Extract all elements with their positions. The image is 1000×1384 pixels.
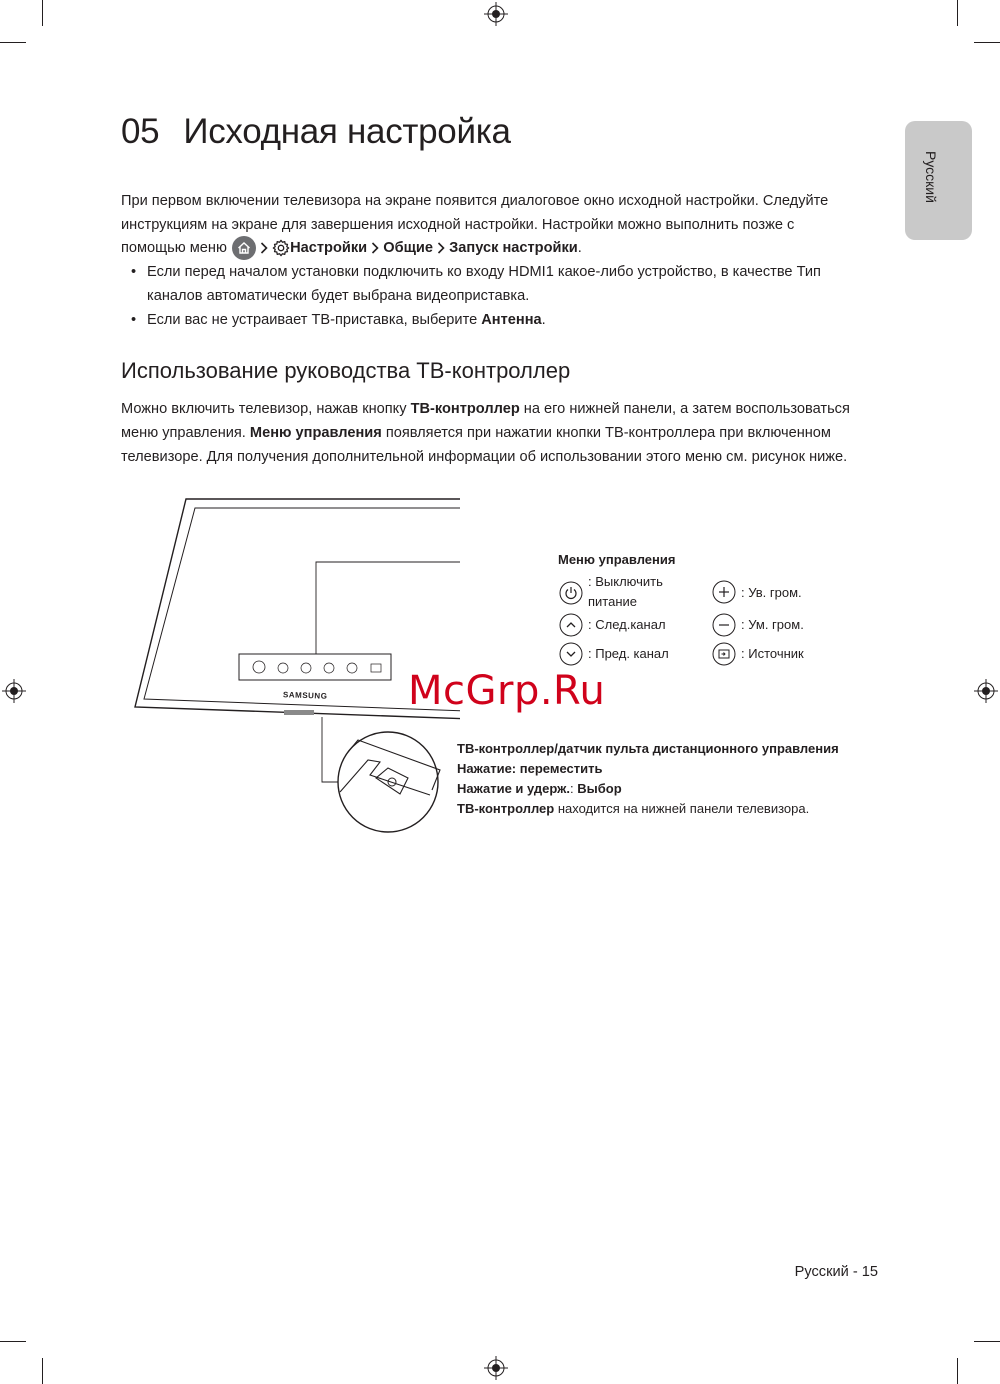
section-line-1 xyxy=(121,397,881,421)
legend-channel-down: : Пред. канал xyxy=(588,646,669,661)
crop-mark xyxy=(957,1358,958,1384)
power-icon xyxy=(559,581,583,605)
gear-icon xyxy=(272,239,290,257)
crop-mark xyxy=(974,1341,1000,1342)
language-tab xyxy=(905,121,972,240)
section-heading: Использование руководства ТВ-контроллер xyxy=(121,358,571,383)
chevron-right-icon xyxy=(437,242,445,254)
tv-diagram xyxy=(130,490,460,840)
registration-mark-icon xyxy=(2,679,26,703)
source-icon xyxy=(712,642,736,666)
caption-line-1: ТВ-контроллер/датчик пульта дистанционного управления xyxy=(457,741,839,756)
bullet-1-line-1: • Если перед началом установки подключить ко входу HDMI1 какое-либо устройство, в качестве Тип xyxy=(147,264,821,280)
bullet-2-bold: Антенна xyxy=(481,312,542,328)
chevron-down-icon xyxy=(559,642,583,666)
caption-line-4 xyxy=(457,799,809,819)
bullet-item xyxy=(131,308,887,332)
text-span: находится на нижней панели телевизора. xyxy=(554,801,810,816)
chapter-title: Исходная настройка xyxy=(183,112,511,151)
bullet-item xyxy=(131,260,887,308)
text-span: Можно включить телевизор, нажав кнопку xyxy=(121,401,411,417)
legend-volume-down: : Ум. гром. xyxy=(741,617,804,632)
intro-line-1: При первом включении телевизора на экране появится диалоговое окно исходной настройки. Следуйте xyxy=(121,193,829,209)
page-title xyxy=(121,112,511,152)
registration-mark-icon xyxy=(484,2,508,26)
intro-suffix: . xyxy=(577,240,582,256)
registration-mark-icon xyxy=(484,1356,508,1380)
registration-mark-icon xyxy=(974,679,998,703)
bullet-1-line-2: каналов автоматически будет выбрана видеоприставка. xyxy=(147,288,530,304)
intro-prefix: помощью меню xyxy=(121,240,227,256)
chevron-right-icon xyxy=(371,242,379,254)
intro-line-2: инструкциям на экране для завершения исходной настройки. Настройки можно выполнить позже с xyxy=(121,217,795,233)
bullet-2-prefix: Если вас не устраивает ТВ-приставка, выберите xyxy=(147,312,482,328)
crop-mark xyxy=(957,0,958,26)
leader-line xyxy=(316,562,460,655)
chevron-right-icon xyxy=(260,242,268,254)
section-line-3: телевизоре. Для получения дополнительной информации об использовании этого меню см. рисунок ниже. xyxy=(121,449,848,465)
legend-title: Меню управления xyxy=(558,552,676,567)
crop-mark xyxy=(974,42,1000,43)
bold-term: Нажатие и удерж. xyxy=(457,781,571,796)
legend-text: : Выключить xyxy=(588,574,663,589)
text-span: меню управления. xyxy=(121,425,250,441)
text-span: появляется при нажатии кнопки ТВ-контроллера при включенном xyxy=(381,425,831,441)
plus-icon xyxy=(712,580,736,604)
section-line-2 xyxy=(121,421,881,445)
legend-power xyxy=(588,572,663,612)
caption-line-3 xyxy=(457,779,622,799)
legend-source: : Источник xyxy=(741,646,804,661)
chevron-up-icon xyxy=(559,613,583,637)
watermark: McGrp.Ru xyxy=(408,668,606,714)
crop-mark xyxy=(42,1358,43,1384)
intro-line-3 xyxy=(121,235,881,261)
page-number: Русский - 15 xyxy=(794,1264,878,1280)
tv-controller-nub xyxy=(284,710,314,715)
legend-channel-up: : След.канал xyxy=(588,617,666,632)
bold-term: ТВ-контроллер xyxy=(410,401,520,417)
tv-brand-label: SAMSUNG xyxy=(282,690,328,701)
bold-term: ТВ-контроллер xyxy=(457,801,555,816)
chapter-number: 05 xyxy=(121,112,160,151)
language-tab-label: Русский xyxy=(923,151,939,203)
bullet-2-suffix: . xyxy=(541,312,546,328)
crop-mark xyxy=(0,1341,26,1342)
minus-icon xyxy=(712,613,736,637)
control-menu-bar xyxy=(239,654,391,680)
crop-mark xyxy=(0,42,26,43)
menu-path-setup: Запуск настройки xyxy=(449,240,578,256)
bold-term: Меню управления xyxy=(249,425,382,441)
crop-mark xyxy=(42,0,43,26)
text-span: на его нижней панели, а затем воспользоваться xyxy=(519,401,850,417)
menu-path-settings: Настройки xyxy=(290,240,368,256)
legend-text: питание xyxy=(588,594,638,609)
home-icon xyxy=(232,236,256,260)
legend-volume-up: : Ув. гром. xyxy=(741,585,802,600)
menu-path-general: Общие xyxy=(383,240,434,256)
text-span: : xyxy=(570,781,578,796)
caption-line-2: Нажатие: переместить xyxy=(457,761,603,776)
bold-term: Выбор xyxy=(577,781,622,796)
